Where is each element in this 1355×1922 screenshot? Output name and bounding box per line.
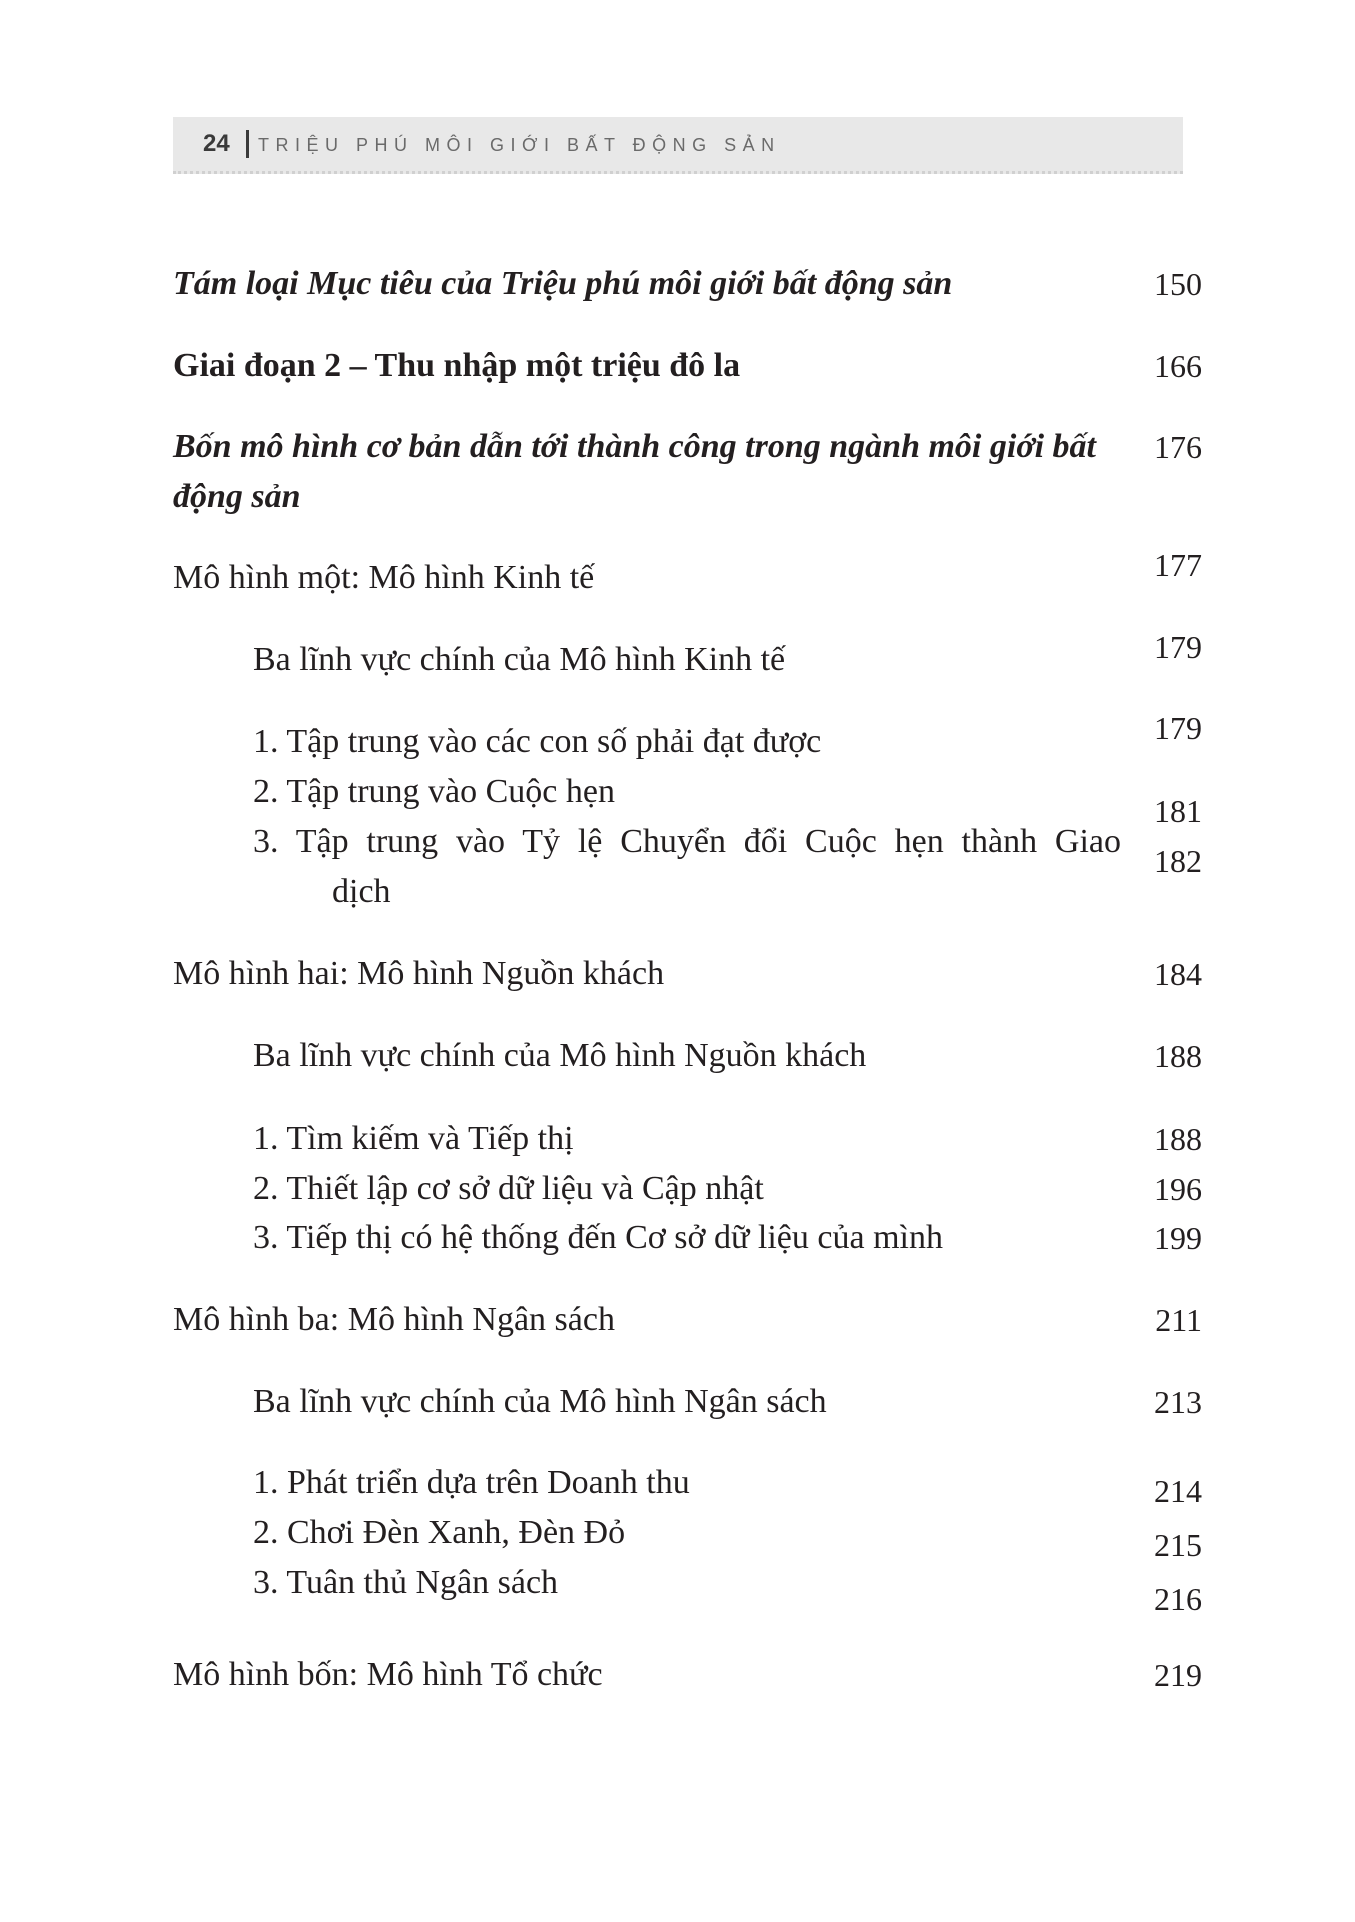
toc-page-number: 184: [1154, 956, 1202, 992]
toc-entry-title: Giai đoạn 2 – Thu nhập một triệu đô la: [173, 347, 741, 384]
toc-entry-title: 1. Tìm kiếm và Tiếp thị: [253, 1120, 574, 1157]
toc-entry-title: 3. Tiếp thị có hệ thống đến Cơ sở dữ liệu của mình: [253, 1219, 943, 1256]
toc-page-number: 177: [1154, 547, 1202, 583]
toc-entry-title: Mô hình một: Mô hình Kinh tế: [173, 559, 595, 596]
toc-entry-title: 1. Tập trung vào các con số phải đạt được: [253, 723, 822, 760]
toc-entry-title: 2. Chơi Đèn Xanh, Đèn Đỏ: [253, 1514, 626, 1551]
toc-page-number: 216: [1154, 1581, 1202, 1617]
toc-entry-title-line: dịch: [332, 873, 391, 910]
toc-page-number: 196: [1154, 1171, 1202, 1207]
toc-entry-title-line: 3. Tập trung vào Tỷ lệ Chuyển đổi Cuộc hẹn thành Giao: [253, 823, 1121, 860]
toc-page-number: 150: [1154, 266, 1202, 302]
toc-entry-title: Mô hình ba: Mô hình Ngân sách: [173, 1301, 615, 1338]
toc-page-number: 211: [1155, 1302, 1202, 1338]
toc-page-number: 176: [1154, 429, 1202, 465]
toc-page-number: 182: [1154, 843, 1202, 879]
toc-entry-title-line: động sản: [173, 478, 301, 515]
toc-page-number: 213: [1154, 1384, 1202, 1420]
toc-page-number: 188: [1154, 1038, 1202, 1074]
toc-entry-title-line: Bốn mô hình cơ bản dẫn tới thành công trong ngành môi giới bất: [173, 428, 1096, 465]
toc-page-number: 179: [1154, 629, 1202, 665]
toc-entry-title: Ba lĩnh vực chính của Mô hình Ngân sách: [253, 1383, 827, 1420]
toc-entry-title: 2. Thiết lập cơ sở dữ liệu và Cập nhật: [253, 1170, 764, 1207]
toc-entry-title: 3. Tuân thủ Ngân sách: [253, 1564, 559, 1601]
toc-entry-title: Ba lĩnh vực chính của Mô hình Nguồn khách: [253, 1037, 867, 1074]
toc-entry-title: Mô hình bốn: Mô hình Tổ chức: [173, 1656, 603, 1693]
toc-page-number: 166: [1154, 348, 1202, 384]
toc-entry-title: Mô hình hai: Mô hình Nguồn khách: [173, 955, 665, 992]
toc-page-number: 215: [1154, 1527, 1202, 1563]
toc-entry-title: 1. Phát triển dựa trên Doanh thu: [253, 1464, 690, 1501]
toc-entry-title: 2. Tập trung vào Cuộc hẹn: [253, 773, 615, 810]
toc-page-number: 188: [1154, 1121, 1202, 1157]
running-title: TRIỆU PHÚ MÔI GIỚI BẤT ĐỘNG SẢN: [258, 135, 781, 155]
page-number: 24: [203, 130, 230, 157]
toc-page-number: 199: [1154, 1220, 1202, 1256]
toc-page-number: 214: [1154, 1473, 1202, 1509]
toc-page-number: 181: [1154, 793, 1202, 829]
toc-entry-title: Tám loại Mục tiêu của Triệu phú môi giới bất động sản: [173, 265, 953, 302]
toc-page-number: 219: [1154, 1657, 1202, 1693]
toc-entry-title: Ba lĩnh vực chính của Mô hình Kinh tế: [253, 641, 786, 678]
toc-page-number: 179: [1154, 710, 1202, 746]
